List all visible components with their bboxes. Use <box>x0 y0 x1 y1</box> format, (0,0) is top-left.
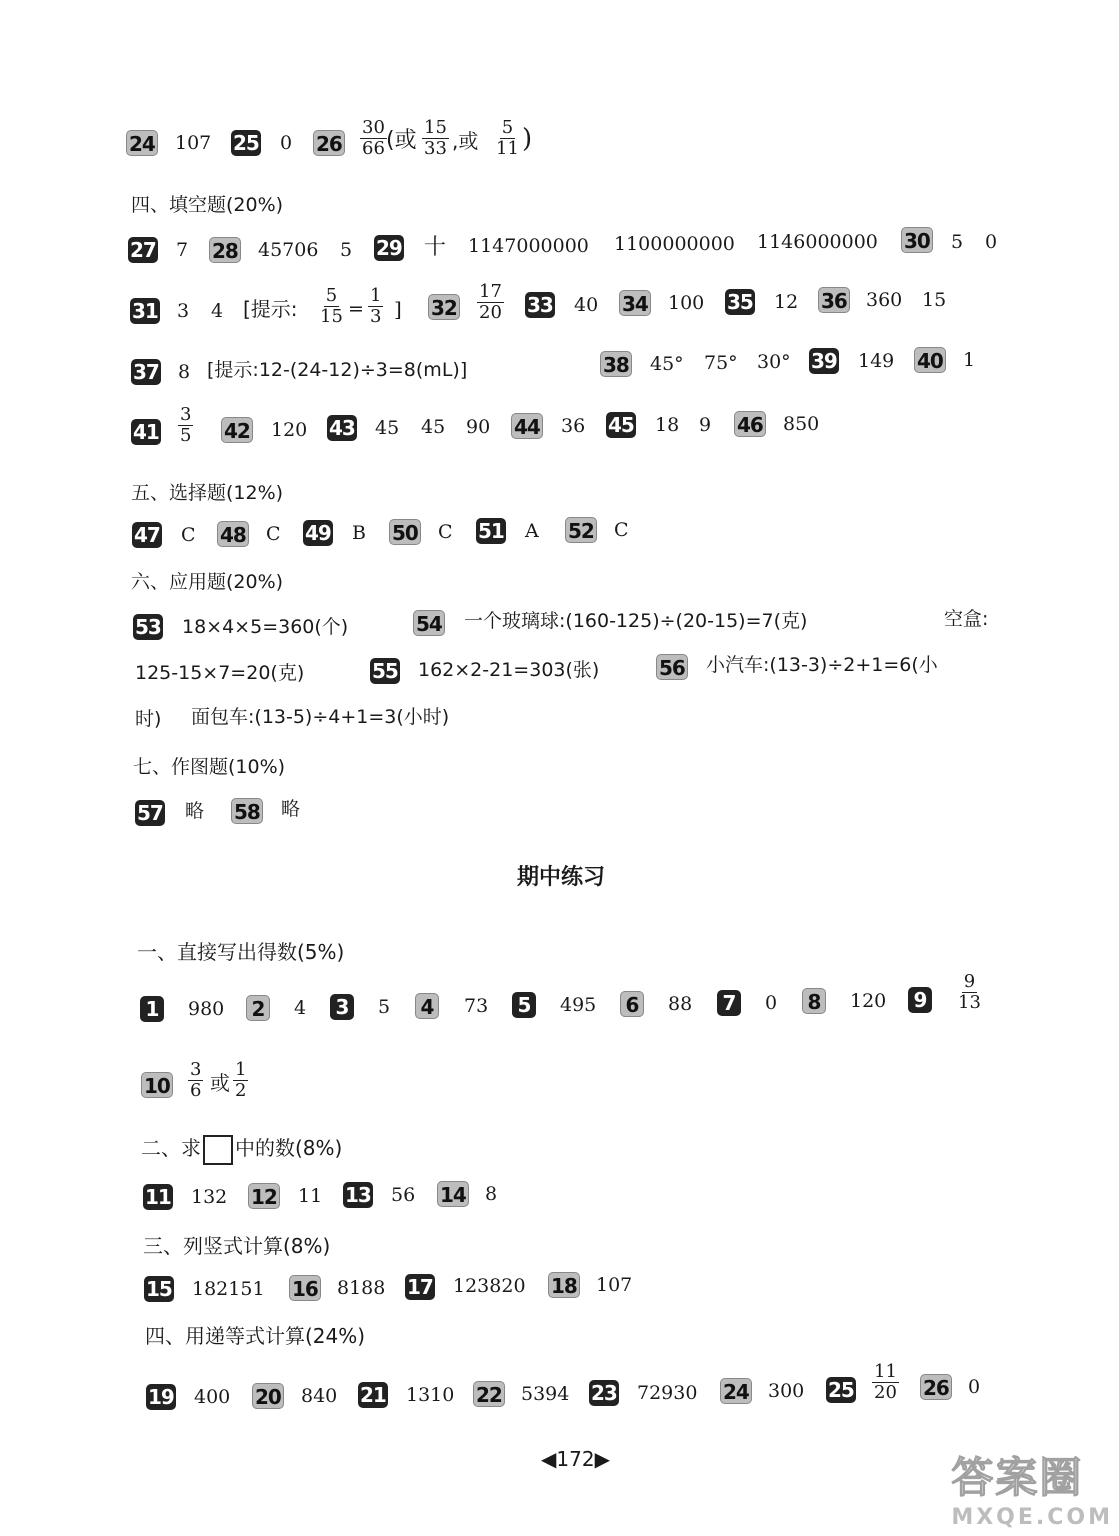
question-number-badge: 20 <box>252 1383 284 1409</box>
answer-value: 56 <box>391 1184 416 1206</box>
answer-value: 7 <box>176 239 189 261</box>
question-number-badge: 7 <box>717 990 741 1016</box>
page-number-text: 172 <box>556 1447 595 1471</box>
question-number-badge: 16 <box>289 1275 321 1301</box>
question-number-badge: 28 <box>209 237 241 263</box>
question-number-badge: 34 <box>619 290 651 316</box>
hint-text: ] <box>394 297 402 321</box>
answer-value: 45706 <box>258 239 319 261</box>
section-heading-7: 七、作图题(10%) <box>133 756 286 778</box>
answer-row-57-58 <box>0 784 1119 844</box>
answer-value: 850 <box>783 413 820 435</box>
question-number-badge: 24 <box>720 1378 752 1404</box>
section-heading-4: 四、填空题(20%) <box>131 194 284 216</box>
answer-value: B <box>352 522 366 544</box>
question-number-badge: 1 <box>140 996 164 1022</box>
answer-value: 5 <box>378 996 391 1018</box>
answer-value: 75° <box>704 352 738 374</box>
text-or: (或 <box>386 128 417 153</box>
question-number-badge: 3 <box>330 994 354 1020</box>
answer-row-24-26 <box>0 118 1119 178</box>
answer-value: 120 <box>850 990 887 1012</box>
answer-value: 8188 <box>337 1277 386 1299</box>
heading-text: 中的数(8%) <box>235 1136 343 1160</box>
section-heading-5: 五、选择题(12%) <box>131 482 284 504</box>
question-number-badge: 24 <box>126 130 158 156</box>
answer-value: 107 <box>596 1274 633 1296</box>
watermark-logo <box>951 1445 1113 1530</box>
fraction: $\frac{9}{13}$ <box>958 971 981 1013</box>
answer-value: 495 <box>560 994 597 1016</box>
question-number-badge: 19 <box>148 1385 174 1409</box>
fraction: $\frac{1}{3}$ <box>370 285 382 327</box>
question-number-badge: 4 <box>415 993 439 1019</box>
answer-value: 1146000000 <box>757 231 878 253</box>
question-number-badge: 11 <box>145 1185 171 1209</box>
section-heading-m4: 四、用递等式计算(24%) <box>145 1324 366 1348</box>
question-number-badge: 2 <box>246 995 270 1021</box>
question-number-badge: 8 <box>802 988 826 1014</box>
question-number-badge: 27 <box>130 238 156 262</box>
answer-value: 45 <box>421 416 446 438</box>
heading-text: 二、求 <box>141 1136 201 1160</box>
question-number-badge: 44 <box>511 413 543 439</box>
question-number-badge: 56 <box>656 654 688 680</box>
question-number-badge: 26 <box>920 1374 952 1400</box>
question-number-badge: 48 <box>217 521 249 547</box>
prev-arrow-icon: ◀ <box>541 1447 557 1471</box>
answer-value: 5394 <box>521 1383 570 1405</box>
question-number-badge: 55 <box>372 659 398 683</box>
question-number-badge: 18 <box>548 1272 580 1298</box>
question-number-badge: 41 <box>133 420 159 444</box>
section-heading-6: 六、应用题(20%) <box>131 571 284 593</box>
section-heading-m3: 三、列竖式计算(8%) <box>143 1234 331 1258</box>
question-number-badge: 30 <box>901 227 933 253</box>
answer-row-m1-9 <box>0 970 1119 1030</box>
question-number-badge: 31 <box>132 299 158 323</box>
answer-value: 36 <box>561 415 586 437</box>
answer-value: 73 <box>464 995 489 1017</box>
fraction: $\frac{11}{20}$ <box>874 1361 897 1403</box>
question-number-badge: 6 <box>620 991 644 1017</box>
answer-value: 18 <box>655 414 680 436</box>
answer-value: 5 <box>340 239 353 261</box>
answer-row-m3 <box>0 1260 1119 1320</box>
question-number-badge: 37 <box>133 360 159 384</box>
question-number-badge: 40 <box>914 347 946 373</box>
equals-sign: = <box>348 298 364 320</box>
watermark-url: MXQE.COM <box>951 1505 1113 1530</box>
answer-value: 980 <box>188 998 225 1020</box>
fraction: $\frac{17}{20}$ <box>479 281 502 323</box>
question-number-badge: 25 <box>233 131 259 155</box>
page-title: 期中练习 <box>517 865 606 890</box>
question-number-badge: 39 <box>811 349 837 373</box>
question-number-badge: 43 <box>329 416 355 440</box>
question-number-badge: 51 <box>478 519 504 543</box>
question-number-badge: 35 <box>727 290 753 314</box>
answer-value: 空盒: <box>944 608 989 630</box>
answer-value: 162×2-21=303(张) <box>418 659 600 681</box>
answer-value: 3 <box>177 300 190 322</box>
answer-value: 45° <box>650 353 684 375</box>
answer-row-37-40 <box>0 345 1119 405</box>
question-number-badge: 13 <box>345 1183 371 1207</box>
fraction: $\frac{5}{15}$ <box>320 285 343 327</box>
answer-value: 9 <box>699 414 712 436</box>
answer-value: 1 <box>963 349 976 371</box>
question-number-badge: 25 <box>828 1378 854 1402</box>
answer-value: 360 <box>866 289 903 311</box>
fraction: $\frac{3}{5}$ <box>180 404 192 446</box>
question-number-badge: 15 <box>146 1277 172 1301</box>
answer-value: 400 <box>194 1386 231 1408</box>
question-number-badge: 58 <box>231 798 263 824</box>
answer-value: 1100000000 <box>614 233 735 255</box>
question-number-badge: 52 <box>565 517 597 543</box>
answer-value: 略 <box>281 798 301 820</box>
question-number-badge: 50 <box>389 519 421 545</box>
page-number <box>541 1447 610 1471</box>
answer-row-56-cont <box>0 694 1119 754</box>
question-number-badge: 53 <box>135 615 161 639</box>
question-number-badge: 47 <box>134 523 160 547</box>
section-heading-m1: 一、直接写出得数(5%) <box>137 940 345 964</box>
answer-row-41-46 <box>0 403 1119 463</box>
answer-value: 面包车:(13-5)÷4+1=3(小时) <box>191 706 450 728</box>
answer-value: 十 <box>424 235 447 260</box>
answer-value: 1310 <box>406 1384 455 1406</box>
question-number-badge: 54 <box>413 610 445 636</box>
question-number-badge: 21 <box>360 1383 386 1407</box>
answer-value: C <box>181 524 196 546</box>
fraction: $\frac{15}{33}$ <box>424 117 447 159</box>
answer-value: 时) <box>135 708 162 730</box>
question-number-badge: 9 <box>908 987 932 1013</box>
answer-value: C <box>614 519 629 541</box>
question-number-badge: 42 <box>221 417 253 443</box>
fraction: $\frac{5}{11}$ <box>496 117 519 159</box>
answer-row-47-52 <box>0 508 1119 568</box>
answer-row-m2 <box>0 1170 1119 1230</box>
answer-value: 0 <box>280 132 293 154</box>
answer-value: 18×4×5=360(个) <box>182 616 349 638</box>
answer-value: 0 <box>765 992 778 1014</box>
answer-value: 11 <box>298 1185 323 1207</box>
answer-value: 300 <box>768 1380 805 1402</box>
answer-value: 0 <box>968 1376 981 1398</box>
answer-value: 100 <box>668 292 705 314</box>
fraction: $\frac{30}{66}$ <box>362 117 385 159</box>
text-or: 或 <box>210 1071 230 1095</box>
paren-close: ) <box>522 124 533 154</box>
answer-value: 略 <box>185 800 205 822</box>
hint-text: [提示:12-(24-12)÷3=8(mL)] <box>207 359 468 381</box>
answer-value: 5 <box>951 231 964 253</box>
question-number-badge: 57 <box>137 801 163 825</box>
answer-value: 一个玻璃球:(160-125)÷(20-15)=7(克) <box>464 610 808 632</box>
answer-value: A <box>525 520 539 542</box>
answer-value: 8 <box>485 1183 498 1205</box>
question-number-badge: 22 <box>473 1381 505 1407</box>
question-number-badge: 38 <box>600 351 632 377</box>
question-number-badge: 26 <box>313 130 345 156</box>
answer-value: 15 <box>922 289 947 311</box>
answer-value: 123820 <box>453 1275 526 1297</box>
question-number-badge: 45 <box>608 413 634 437</box>
fraction: $\frac{3}{6}$ <box>190 1059 202 1101</box>
answer-row-m1-10 <box>0 1060 1119 1120</box>
section-heading-m2 <box>141 1132 342 1165</box>
answer-value: 840 <box>301 1385 338 1407</box>
question-number-badge: 23 <box>591 1381 617 1405</box>
answer-value: 72930 <box>637 1382 698 1404</box>
answer-value: 8 <box>178 361 191 383</box>
answer-value: 107 <box>175 132 212 154</box>
answer-value: 90 <box>466 416 491 438</box>
question-number-badge: 14 <box>437 1181 469 1207</box>
answer-value: 0 <box>985 231 998 253</box>
answer-value: 125-15×7=20(克) <box>135 662 305 684</box>
question-number-badge: 33 <box>527 293 553 317</box>
answer-value: 小汽车:(13-3)÷2+1=6(小 <box>706 654 938 676</box>
answer-value: 30° <box>757 351 791 373</box>
answer-value: 4 <box>294 997 307 1019</box>
answer-value: 4 <box>211 300 224 322</box>
fraction: $\frac{1}{2}$ <box>235 1059 247 1101</box>
answer-value: C <box>266 523 281 545</box>
question-number-badge: 17 <box>407 1275 433 1299</box>
watermark-text: 答案圈 <box>951 1453 1084 1502</box>
answer-value: 40 <box>574 294 599 316</box>
answer-value: 12 <box>774 291 799 313</box>
question-number-badge: 46 <box>734 411 766 437</box>
question-number-badge: 49 <box>305 521 331 545</box>
question-number-badge: 32 <box>428 294 460 320</box>
answer-row-31-36 <box>0 281 1119 344</box>
answer-row-27-30 <box>0 225 1119 285</box>
blank-box <box>203 1135 233 1165</box>
hint-text: [提示: <box>243 297 298 321</box>
answer-value: 149 <box>858 350 895 372</box>
question-number-badge: 29 <box>376 236 402 260</box>
next-arrow-icon: ▶ <box>594 1447 610 1471</box>
answer-row-m4 <box>0 1360 1119 1420</box>
answer-value: 182151 <box>192 1278 265 1300</box>
question-number-badge: 12 <box>248 1183 280 1209</box>
question-number-badge: 5 <box>512 992 536 1018</box>
question-number-badge: 36 <box>818 287 850 313</box>
answer-value: C <box>438 521 453 543</box>
answer-value: 45 <box>375 417 400 439</box>
answer-value: 120 <box>271 419 308 441</box>
question-number-badge: 10 <box>141 1072 173 1098</box>
answer-value: 1147000000 <box>468 235 589 257</box>
text-or: ,或 <box>452 129 479 153</box>
answer-value: 88 <box>668 993 693 1015</box>
answer-value: 132 <box>191 1186 228 1208</box>
